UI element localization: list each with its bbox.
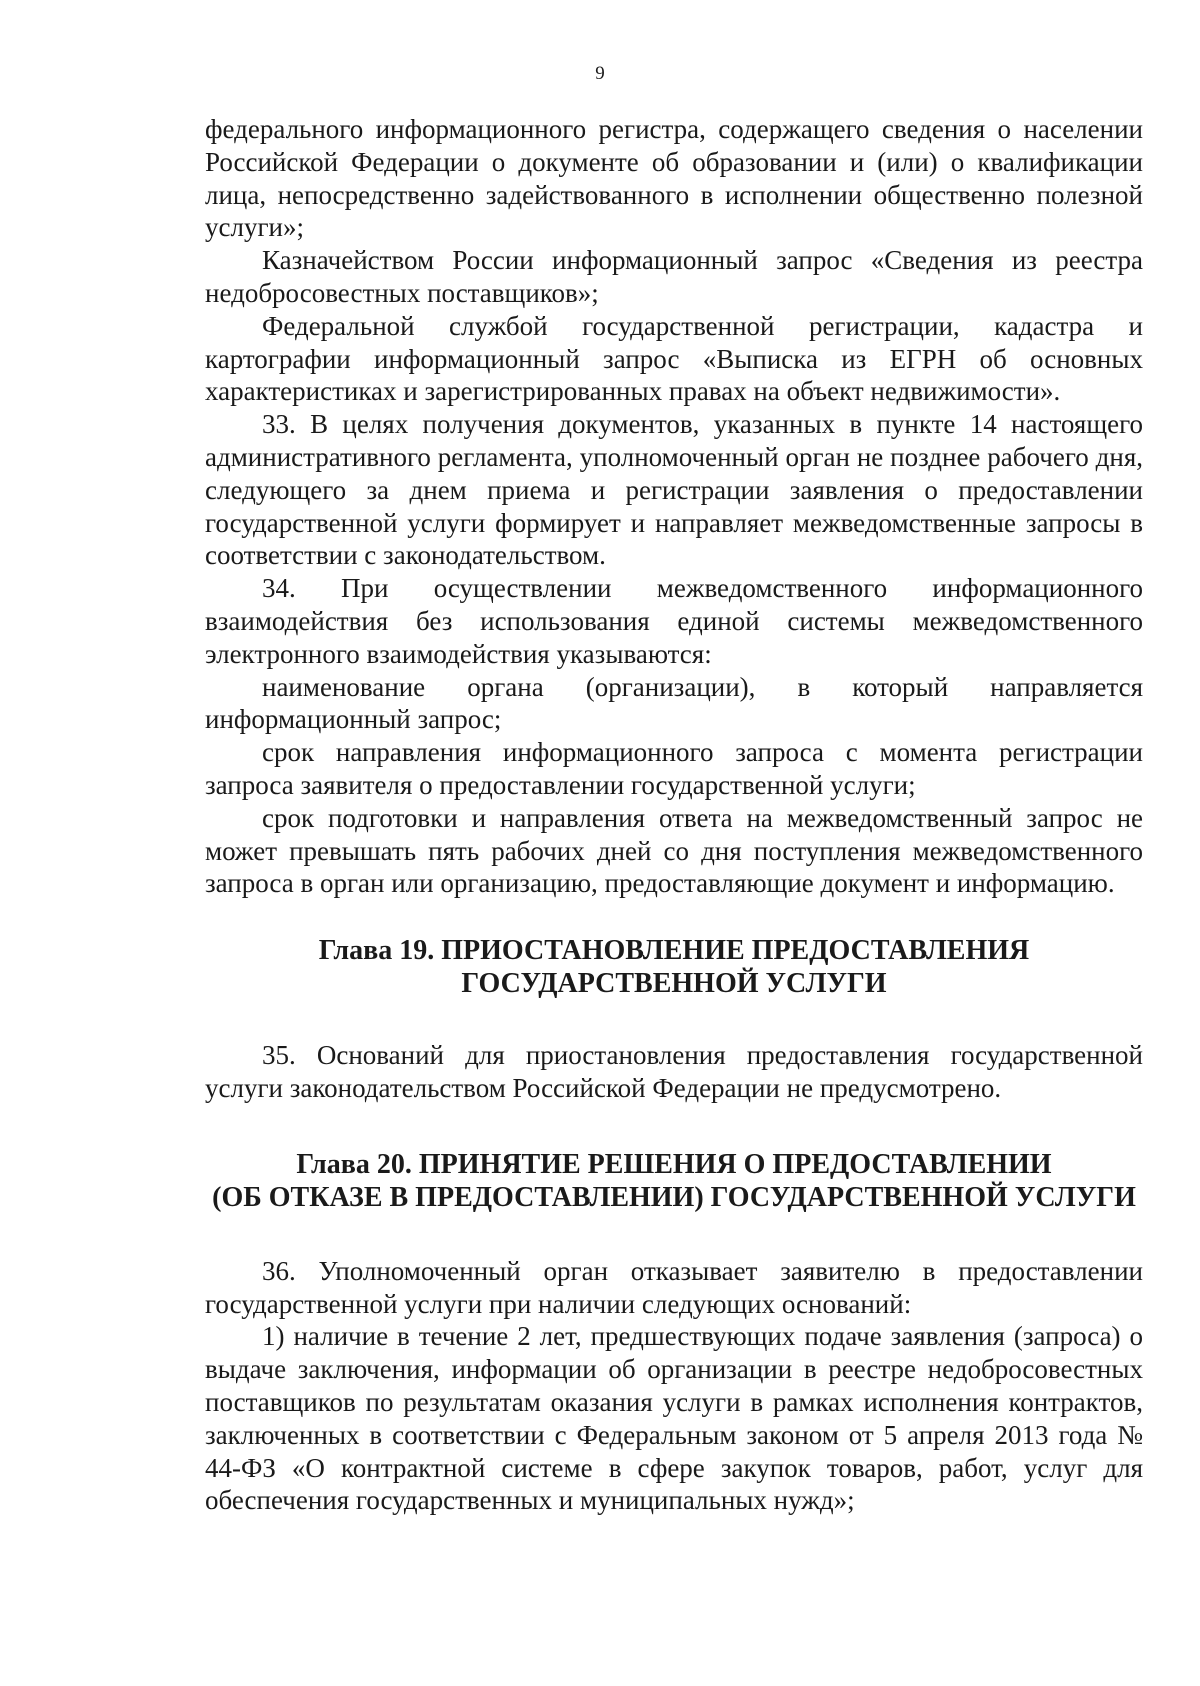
chapter-20-heading-line2: (ОБ ОТКАЗЕ В ПРЕДОСТАВЛЕНИИ) ГОСУДАРСТВЕННОЙ УСЛУГИ [212, 1181, 1136, 1213]
chapter-20-heading-line1: Глава 20. ПРИНЯТИЕ РЕШЕНИЯ О ПРЕДОСТАВЛЕНИИ [296, 1148, 1052, 1180]
paragraph-treasury-request: Казначейством России информационный запрос «Сведения из реестра недобросовестных поставщиков»; [205, 245, 1143, 308]
chapter-20-heading [205, 1148, 1143, 1214]
paragraph-35: 35. Оснований для приостановления предоставления государственной услуги законодательством Российской Федерации не предусмотрено. [205, 1040, 1143, 1103]
chapter-19-heading [205, 934, 1143, 1000]
paragraph-36-item-1: 1) наличие в течение 2 лет, предшествующих подаче заявления (запроса) о выдаче заключения, информации об организации в реестре недобросовестных поставщиков по результатам оказания услуги в рамках исполнения контрактов, заключенных в соответствии с Федеральным законом от 5 апреля 2013 года № 44-ФЗ «О контрактной системе в сфере закупок товаров, работ, услуг для обеспечения государственных и муниципальных нужд»; [205, 1321, 1143, 1516]
paragraph-rosreestr-request: Федеральной службой государственной регистрации, кадастра и картографии информационный запрос «Выписка из ЕГРН об основных характеристиках и зарегистрированных правах на объект недвижимости». [205, 310, 1143, 407]
chapter-19-heading-line2: ГОСУДАРСТВЕННОЙ УСЛУГИ [461, 968, 887, 1000]
paragraph-33: 33. В целях получения документов, указанных в пункте 14 настоящего административного регламента, уполномоченный орган не позднее рабочего дня, следующего за днем приема и регистрации заявления о предоставлении государственной услуги формирует и направляет межведомственные запросы в соответствии с законодательством. [205, 409, 1143, 571]
paragraph-34: 34. При осуществлении межведомственного информационного взаимодействия без использования единой системы межведомственного электронного взаимодействия указываются: [205, 573, 1143, 669]
paragraph-34-item-response: срок подготовки и направления ответа на межведомственный запрос не может превышать пять рабочих дней со дня поступления межведомственного запроса в орган или организацию, предоставляющие документ и информацию. [205, 802, 1143, 899]
document-body [205, 113, 1143, 1517]
paragraph-36: 36. Уполномоченный орган отказывает заявителю в предоставлении государственной услуги при наличии следующих оснований: [205, 1255, 1143, 1319]
chapter-19-heading-line1: Глава 19. ПРИОСТАНОВЛЕНИЕ ПРЕДОСТАВЛЕНИЯ [318, 935, 1030, 967]
page-number: 9 [595, 63, 605, 84]
paragraph-registry-continuation: федерального информационного регистра, содержащего сведения о населении Российской Федерации о документе об образовании и (или) о квалификации лица, непосредственно задействованного в исполнении общественно полезной услуги»; [205, 114, 1143, 243]
paragraph-34-item-name: наименование органа (организации), в который направляется информационный запрос; [205, 671, 1143, 735]
paragraph-34-item-term: срок направления информационного запроса с момента регистрации запроса заявителя о предоставлении государственной услуги; [205, 737, 1143, 800]
